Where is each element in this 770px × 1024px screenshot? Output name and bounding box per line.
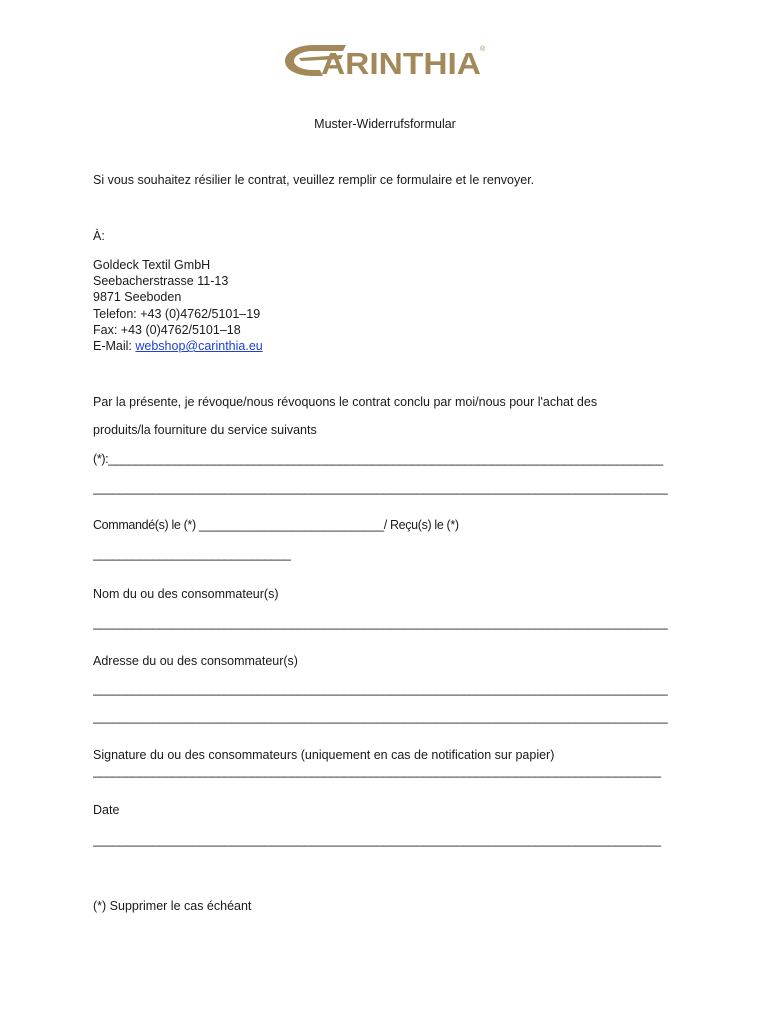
- ordered-received-field[interactable]: Commandé(s) le (*) ____________________________/ Reçu(s) le (*): [93, 518, 459, 532]
- carinthia-logo: [283, 42, 488, 78]
- consumer-address-label: Adresse du ou des consommateur(s): [93, 654, 298, 668]
- date-label: Date: [93, 803, 120, 817]
- consumer-address-line-2[interactable]: _______________________________________________________________________________________: [93, 710, 668, 724]
- revocation-text-line-1: Par la présente, je révoque/nous révoquons le contrat conclu par moi/nous pour l'achat des: [93, 395, 598, 409]
- products-field-line-1[interactable]: (*):____________________________________________________________________________________: [93, 452, 663, 466]
- registered-mark: ®: [480, 46, 486, 53]
- phone-number: Telefon: +43 (0)4762/5101–19: [93, 306, 261, 321]
- recipient-label: À:: [93, 229, 105, 243]
- contact-block: [93, 257, 263, 354]
- city-address: 9871 Seeboden: [93, 290, 182, 305]
- revocation-text-line-2: produits/la fourniture du service suivants: [93, 423, 317, 437]
- date-line[interactable]: ______________________________________________________________________________________: [93, 833, 661, 847]
- signature-label: Signature du ou des consommateurs (uniquement en cas de notification sur papier): [93, 748, 555, 762]
- signature-line[interactable]: ______________________________________________________________________________________: [93, 764, 661, 778]
- intro-text: Si vous souhaitez résilier le contrat, veuillez remplir ce formulaire et le renvoyer.: [93, 173, 535, 187]
- received-date-line[interactable]: ______________________________: [93, 547, 292, 561]
- footnote: (*) Supprimer le cas échéant: [93, 899, 252, 913]
- company-name: Goldeck Textil GmbH: [93, 258, 211, 272]
- products-field-line-2[interactable]: _______________________________________________________________________________________: [93, 481, 668, 495]
- document-title: Muster-Widerrufsformular: [314, 117, 456, 131]
- fax-number: Fax: +43 (0)4762/5101–18: [93, 322, 241, 337]
- email-label: E-Mail:: [93, 339, 136, 354]
- consumer-name-line[interactable]: _______________________________________________________________________________________: [93, 616, 668, 630]
- svg-text:ARINTHIA: ARINTHIA: [321, 46, 481, 78]
- email-line: [93, 338, 263, 354]
- consumer-address-line-1[interactable]: _______________________________________________________________________________________: [93, 682, 668, 696]
- street-address: Seebacherstrasse 11-13: [93, 274, 229, 289]
- consumer-name-label: Nom du ou des consommateur(s): [93, 587, 279, 601]
- email-link[interactable]: webshop@carinthia.eu: [135, 339, 263, 354]
